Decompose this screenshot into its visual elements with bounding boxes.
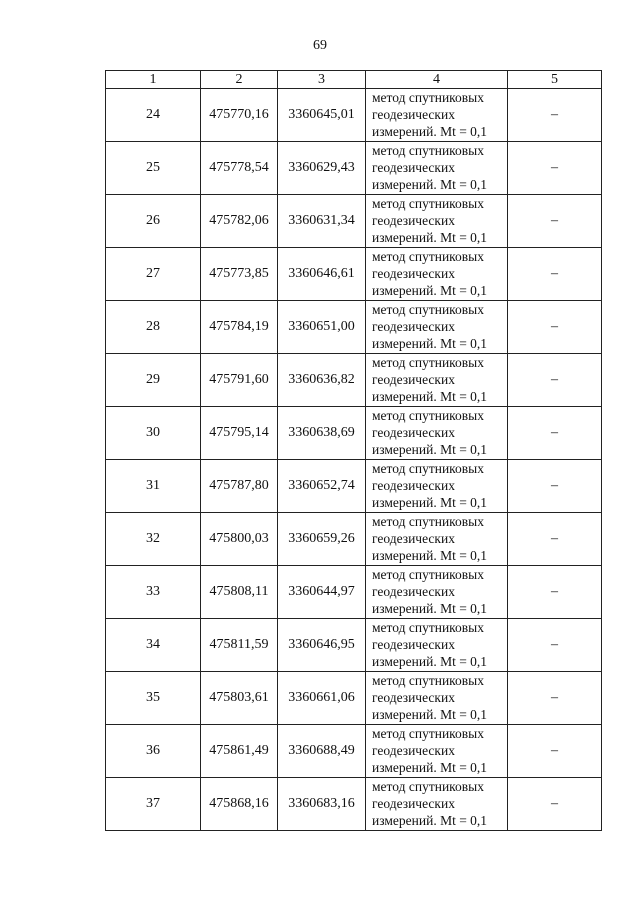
point-number-cell: 37: [106, 778, 201, 831]
column-5-cell: –: [508, 672, 602, 725]
method-description-cell: метод спутниковых геодезических измерений. Mt = 0,1: [366, 672, 508, 725]
table-row: [106, 513, 602, 566]
column-5-cell: –: [508, 460, 602, 513]
method-description-cell: метод спутниковых геодезических измерений. Mt = 0,1: [366, 407, 508, 460]
y-coordinate-cell: 3360631,34: [278, 195, 366, 248]
column-5-cell: –: [508, 513, 602, 566]
table-row: [106, 301, 602, 354]
x-coordinate-cell: 475782,06: [201, 195, 278, 248]
point-number-cell: 31: [106, 460, 201, 513]
header-col-5: 5: [508, 71, 602, 89]
table-row: [106, 142, 602, 195]
x-coordinate-cell: 475795,14: [201, 407, 278, 460]
x-coordinate-cell: 475808,11: [201, 566, 278, 619]
header-col-3: 3: [278, 71, 366, 89]
table-header: [106, 71, 602, 89]
x-coordinate-cell: 475800,03: [201, 513, 278, 566]
y-coordinate-cell: 3360644,97: [278, 566, 366, 619]
method-description-cell: метод спутниковых геодезических измерений. Mt = 0,1: [366, 301, 508, 354]
table-row: [106, 248, 602, 301]
header-col-2: 2: [201, 71, 278, 89]
method-description-cell: метод спутниковых геодезических измерений. Mt = 0,1: [366, 725, 508, 778]
y-coordinate-cell: 3360661,06: [278, 672, 366, 725]
point-number-cell: 28: [106, 301, 201, 354]
y-coordinate-cell: 3360646,61: [278, 248, 366, 301]
header-col-4: 4: [366, 71, 508, 89]
method-description-cell: метод спутниковых геодезических измерений. Mt = 0,1: [366, 248, 508, 301]
method-description-cell: метод спутниковых геодезических измерений. Mt = 0,1: [366, 619, 508, 672]
y-coordinate-cell: 3360652,74: [278, 460, 366, 513]
y-coordinate-cell: 3360683,16: [278, 778, 366, 831]
method-description-cell: метод спутниковых геодезических измерений. Mt = 0,1: [366, 513, 508, 566]
column-5-cell: –: [508, 301, 602, 354]
column-5-cell: –: [508, 725, 602, 778]
table-body: [106, 89, 602, 831]
x-coordinate-cell: 475868,16: [201, 778, 278, 831]
point-number-cell: 35: [106, 672, 201, 725]
column-5-cell: –: [508, 566, 602, 619]
table-row: [106, 407, 602, 460]
y-coordinate-cell: 3360651,00: [278, 301, 366, 354]
x-coordinate-cell: 475861,49: [201, 725, 278, 778]
method-description-cell: метод спутниковых геодезических измерений. Mt = 0,1: [366, 460, 508, 513]
x-coordinate-cell: 475803,61: [201, 672, 278, 725]
table-row: [106, 354, 602, 407]
method-description-cell: метод спутниковых геодезических измерений. Mt = 0,1: [366, 195, 508, 248]
point-number-cell: 24: [106, 89, 201, 142]
table-row: [106, 672, 602, 725]
point-number-cell: 33: [106, 566, 201, 619]
y-coordinate-cell: 3360645,01: [278, 89, 366, 142]
table-row: [106, 89, 602, 142]
y-coordinate-cell: 3360659,26: [278, 513, 366, 566]
point-number-cell: 32: [106, 513, 201, 566]
header-row: [106, 71, 602, 89]
table-row: [106, 619, 602, 672]
x-coordinate-cell: 475787,80: [201, 460, 278, 513]
method-description-cell: метод спутниковых геодезических измерений. Mt = 0,1: [366, 142, 508, 195]
method-description-cell: метод спутниковых геодезических измерений. Mt = 0,1: [366, 566, 508, 619]
point-number-cell: 26: [106, 195, 201, 248]
y-coordinate-cell: 3360629,43: [278, 142, 366, 195]
method-description-cell: метод спутниковых геодезических измерений. Mt = 0,1: [366, 778, 508, 831]
column-5-cell: –: [508, 778, 602, 831]
y-coordinate-cell: 3360636,82: [278, 354, 366, 407]
point-number-cell: 30: [106, 407, 201, 460]
column-5-cell: –: [508, 354, 602, 407]
coordinates-table: [105, 70, 602, 831]
method-description-cell: метод спутниковых геодезических измерений. Mt = 0,1: [366, 354, 508, 407]
point-number-cell: 34: [106, 619, 201, 672]
column-5-cell: –: [508, 248, 602, 301]
x-coordinate-cell: 475791,60: [201, 354, 278, 407]
table-row: [106, 460, 602, 513]
y-coordinate-cell: 3360638,69: [278, 407, 366, 460]
point-number-cell: 36: [106, 725, 201, 778]
x-coordinate-cell: 475778,54: [201, 142, 278, 195]
column-5-cell: –: [508, 407, 602, 460]
table-row: [106, 566, 602, 619]
column-5-cell: –: [508, 142, 602, 195]
point-number-cell: 29: [106, 354, 201, 407]
x-coordinate-cell: 475770,16: [201, 89, 278, 142]
x-coordinate-cell: 475773,85: [201, 248, 278, 301]
point-number-cell: 27: [106, 248, 201, 301]
column-5-cell: –: [508, 89, 602, 142]
column-5-cell: –: [508, 619, 602, 672]
table-row: [106, 778, 602, 831]
method-description-cell: метод спутниковых геодезических измерений. Mt = 0,1: [366, 89, 508, 142]
table-row: [106, 195, 602, 248]
y-coordinate-cell: 3360688,49: [278, 725, 366, 778]
table-row: [106, 725, 602, 778]
column-5-cell: –: [508, 195, 602, 248]
y-coordinate-cell: 3360646,95: [278, 619, 366, 672]
x-coordinate-cell: 475784,19: [201, 301, 278, 354]
header-col-1: 1: [106, 71, 201, 89]
page-number: 69: [313, 38, 327, 53]
x-coordinate-cell: 475811,59: [201, 619, 278, 672]
point-number-cell: 25: [106, 142, 201, 195]
